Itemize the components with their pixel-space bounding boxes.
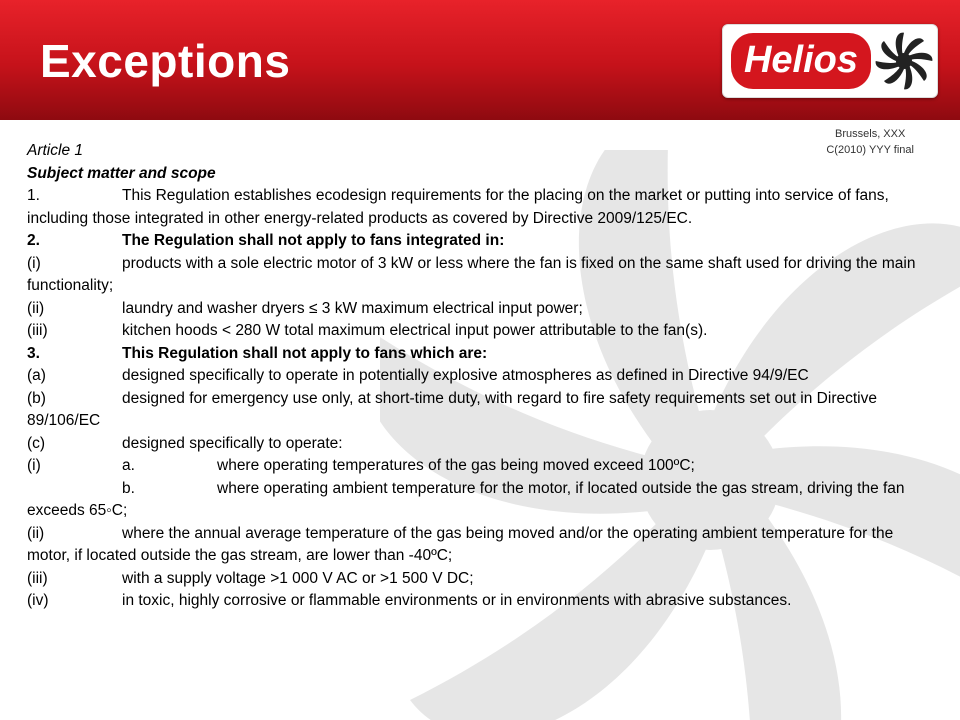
list-item: [27, 568, 932, 591]
list-item: [27, 455, 932, 478]
paragraph-text: This Regulation shall not apply to fans which are:: [122, 344, 488, 362]
paragraph-number: 1.: [27, 187, 40, 204]
logo-text: Helios: [743, 39, 859, 81]
list-item: [27, 590, 932, 613]
list-item: [27, 298, 932, 321]
list-text: designed for emergency use only, at short-time duty, with regard to fire safety requirements set out in Directive 89/106/EC: [27, 389, 877, 429]
list-label: (b): [27, 389, 46, 407]
paragraph-number: 2.: [27, 232, 40, 249]
article-heading: Article 1: [27, 142, 83, 159]
list-item: [27, 388, 932, 433]
list-label: (c): [27, 434, 46, 452]
helios-logo: [722, 24, 938, 98]
list-label: (i): [27, 457, 41, 474]
list-label: (iii): [27, 569, 48, 587]
list-item: [27, 320, 932, 343]
list-text: where the annual average temperature of the gas being moved and/or the operating ambient temperature for the motor, if located outside the gas stream, are lower than -40ºC;: [27, 524, 894, 564]
list-text: where operating temperatures of the gas being moved exceed 100ºC;: [217, 457, 695, 474]
page-title: Exceptions: [40, 35, 291, 87]
list-label: (iv): [27, 592, 49, 609]
list-item: [27, 365, 932, 388]
logo-badge: [731, 33, 871, 89]
paragraph-number: 3.: [27, 344, 40, 362]
paragraph-text: This Regulation establishes ecodesign requirements for the placing on the market or putting into service of fans, including those integrated in other energy-related products as covered by Directive 2009/125/EC.: [27, 187, 889, 227]
list-text: laundry and washer dryers ≤ 3 kW maximum electrical input power;: [122, 299, 583, 317]
paragraph-2: [27, 230, 932, 253]
list-item: [27, 433, 932, 456]
reference-location: Brussels, XXX: [835, 128, 906, 140]
list-label: (i): [27, 254, 41, 272]
list-text: designed specifically to operate:: [122, 434, 343, 452]
header-banner: [0, 0, 960, 120]
list-text: where operating ambient temperature for the motor, if located outside the gas stream, driving the fan exceeds 65◦C;: [27, 479, 905, 519]
list-text: designed specifically to operate in potentially explosive atmospheres as defined in Directive 94/9/EC: [122, 367, 809, 384]
paragraph-text: The Regulation shall not apply to fans integrated in:: [122, 232, 505, 249]
list-label: (a): [27, 367, 46, 384]
list-item: [27, 253, 932, 298]
list-label: (iii): [27, 322, 48, 339]
sublist-label: b.: [122, 479, 135, 497]
article-subject: Subject matter and scope: [27, 164, 216, 182]
document-body: [27, 140, 932, 613]
list-label: (ii): [27, 524, 45, 542]
sublist-label: a.: [122, 457, 135, 474]
paragraph-1: [27, 185, 932, 230]
paragraph-3: [27, 343, 932, 366]
list-label: (ii): [27, 299, 45, 317]
list-text: with a supply voltage >1 000 V AC or >1 500 V DC;: [122, 569, 474, 587]
reference-code: C(2010) YYY final: [826, 144, 914, 156]
list-text: products with a sole electric motor of 3 kW or less where the fan is fixed on the same shaft used for driving the main functionality;: [27, 254, 916, 294]
list-item: [27, 523, 932, 568]
list-item: [27, 478, 932, 523]
fan-icon: [875, 29, 933, 93]
list-text: kitchen hoods < 280 W total maximum electrical input power attributable to the fan(s).: [122, 322, 708, 339]
list-text: in toxic, highly corrosive or flammable environments or in environments with abrasive substances.: [122, 592, 792, 609]
